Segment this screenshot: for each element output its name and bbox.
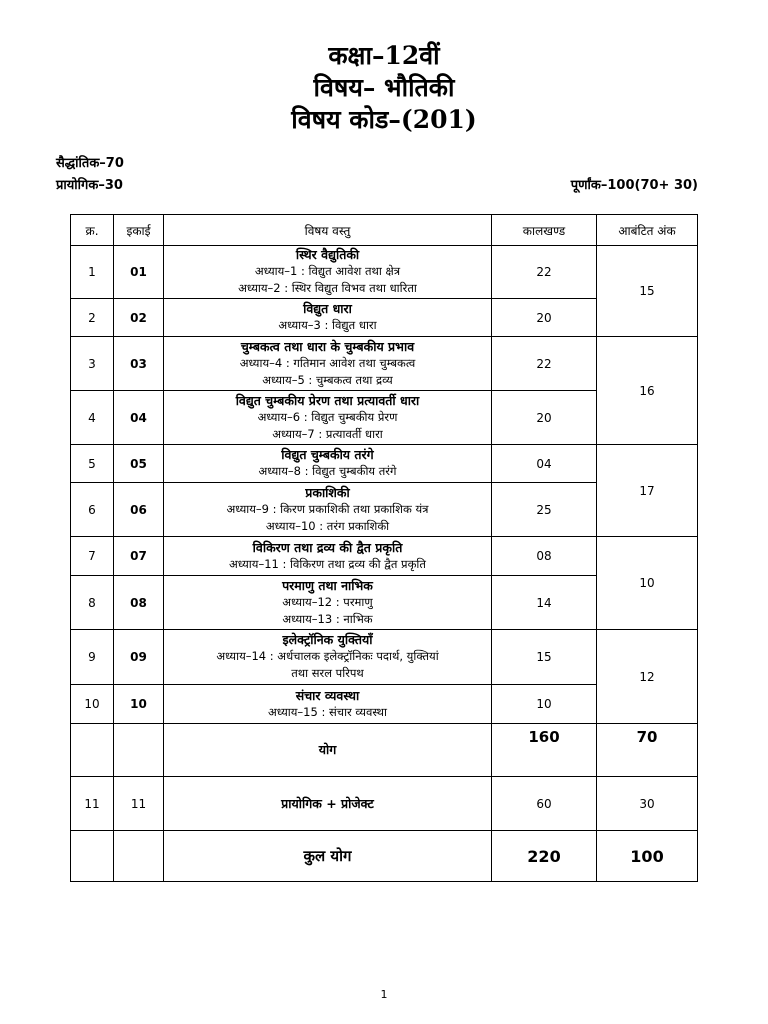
unit-title: इलेक्ट्रॉनिक युक्तियाँ [282, 632, 373, 647]
table-row [71, 337, 698, 391]
row-unit: 05 [114, 445, 164, 483]
unit-title: संचार व्यवस्था [295, 687, 360, 703]
page-number: 1 [380, 988, 388, 1001]
row-periods: 04 [492, 445, 597, 483]
header-content: विषय वस्तु [164, 215, 492, 246]
row-periods: 22 [492, 246, 597, 299]
unit-title: स्थिर वैद्युतिकी [295, 247, 360, 262]
row-content [164, 685, 492, 724]
practical-periods: 60 [492, 777, 597, 831]
document-header [0, 40, 768, 136]
row-serial: 3 [71, 337, 114, 391]
row-unit: 10 [114, 685, 164, 724]
table-row [71, 246, 698, 299]
subtotal-label: योग [164, 724, 492, 777]
unit-title: विकिरण तथा द्रव्य की द्वैत प्रकृति [252, 539, 403, 555]
chapter-line: अध्याय–1 : विद्युत आवेश तथा क्षेत्र [254, 264, 401, 278]
row-serial: 11 [71, 777, 114, 831]
chapter-line: अध्याय–4 : गतिमान आवेश तथा चुम्बकत्व [239, 355, 416, 370]
unit-title: विद्युत धारा [303, 301, 352, 316]
row-unit: 01 [114, 246, 164, 299]
class-title: कक्षा–12वीं [328, 41, 440, 70]
chapter-line: अध्याय–10 : तरंग प्रकाशिकी [265, 518, 390, 533]
row-serial: 4 [71, 391, 114, 445]
chapter-line: अध्याय–9 : किरण प्रकाशिकी तथा प्रकाशिक यंत्र [226, 501, 429, 516]
row-content [164, 630, 492, 685]
practical-marks-cell: 30 [597, 777, 698, 831]
row-marks: 12 [597, 630, 698, 724]
grand-total-row [71, 831, 698, 882]
row-periods: 15 [492, 630, 597, 685]
grand-total-marks: 100 [597, 831, 698, 882]
table-header-row [71, 215, 698, 246]
empty-cell [114, 831, 164, 882]
chapter-line: अध्याय–5 : चुम्बकत्व तथा द्रव्य [262, 372, 393, 387]
row-content [164, 483, 492, 537]
row-periods: 10 [492, 685, 597, 724]
row-periods: 08 [492, 537, 597, 576]
table-row [71, 445, 698, 483]
chapter-line: अध्याय–12 : परमाणु [282, 594, 373, 609]
chapter-line: अध्याय–3 : विद्युत धारा [278, 318, 377, 332]
row-serial: 10 [71, 685, 114, 724]
row-periods: 22 [492, 337, 597, 391]
row-unit: 11 [114, 777, 164, 831]
row-content [164, 391, 492, 445]
subtotal-row [71, 724, 698, 777]
unit-title: विद्युत चुम्बकीय तरंगे [281, 447, 374, 462]
table-row [71, 537, 698, 576]
header-unit: इकाई [114, 215, 164, 246]
row-serial: 8 [71, 576, 114, 630]
row-serial: 6 [71, 483, 114, 537]
unit-title: प्रकाशिकी [305, 484, 350, 500]
syllabus-table [70, 214, 698, 882]
table-row [71, 630, 698, 685]
row-unit: 07 [114, 537, 164, 576]
empty-cell [71, 831, 114, 882]
unit-title: विद्युत चुम्बकीय प्रेरण तथा प्रत्यावर्ती धारा [235, 392, 420, 408]
grand-total-label: कुल योग [164, 831, 492, 882]
grand-total-periods: 220 [492, 831, 597, 882]
row-marks: 10 [597, 537, 698, 630]
row-serial: 2 [71, 299, 114, 337]
row-marks: 15 [597, 246, 698, 337]
row-serial: 9 [71, 630, 114, 685]
header-serial: क्र. [71, 215, 114, 246]
chapter-line: अध्याय–6 : विद्युत चुम्बकीय प्रेरण [257, 409, 398, 424]
row-serial: 1 [71, 246, 114, 299]
row-unit: 08 [114, 576, 164, 630]
unit-title: परमाणु तथा नाभिक [282, 577, 373, 593]
row-periods: 25 [492, 483, 597, 537]
row-periods: 14 [492, 576, 597, 630]
chapter-line: अध्याय–11 : विकिरण तथा द्रव्य की द्वैत प्रकृति [229, 556, 426, 571]
row-content [164, 576, 492, 630]
row-unit: 09 [114, 630, 164, 685]
subtotal-marks: 70 [597, 724, 698, 777]
row-content [164, 445, 492, 483]
row-periods: 20 [492, 391, 597, 445]
row-unit: 04 [114, 391, 164, 445]
row-marks: 16 [597, 337, 698, 445]
row-marks: 17 [597, 445, 698, 537]
chapter-line: अध्याय–8 : विद्युत चुम्बकीय तरंगे [258, 464, 397, 478]
empty-cell [71, 724, 114, 777]
header-marks: आबंटित अंक [597, 215, 698, 246]
row-content [164, 246, 492, 299]
chapter-line: अध्याय–2 : स्थिर विद्युत विभव तथा धारिता [238, 281, 417, 295]
practical-marks: प्रायोगिक–30 [56, 178, 123, 193]
chapter-line: अध्याय–13 : नाभिक [282, 611, 373, 626]
row-unit: 03 [114, 337, 164, 391]
full-marks: पूर्णांक–100(70+ 30) [570, 178, 698, 193]
row-content [164, 337, 492, 391]
row-serial: 5 [71, 445, 114, 483]
row-periods: 20 [492, 299, 597, 337]
chapter-line: तथा सरल परिपथ [291, 666, 364, 680]
chapter-line: अध्याय–7 : प्रत्यावर्ती धारा [272, 426, 383, 441]
theory-marks: सैद्धांतिक–70 [56, 156, 124, 171]
chapter-line: अध्याय–15 : संचार व्यवस्था [268, 704, 387, 719]
row-unit: 02 [114, 299, 164, 337]
subject-title: विषय– भौतिकी [313, 73, 455, 102]
practical-row [71, 777, 698, 831]
row-content [164, 537, 492, 576]
header-periods: कालखण्ड [492, 215, 597, 246]
row-unit: 06 [114, 483, 164, 537]
practical-label: प्रायोगिक + प्रोजेक्ट [164, 777, 492, 831]
unit-title: चुम्बकत्व तथा धारा के चुम्बकीय प्रभाव [240, 338, 415, 354]
row-content [164, 299, 492, 337]
empty-cell [114, 724, 164, 777]
subject-code-title: विषय कोड–(201) [291, 105, 477, 134]
row-serial: 7 [71, 537, 114, 576]
subtotal-periods: 160 [492, 724, 597, 777]
chapter-line: अध्याय–14 : अर्धचालक इलेक्ट्रॉनिकः पदार्थ, युक्तियां [216, 649, 439, 663]
